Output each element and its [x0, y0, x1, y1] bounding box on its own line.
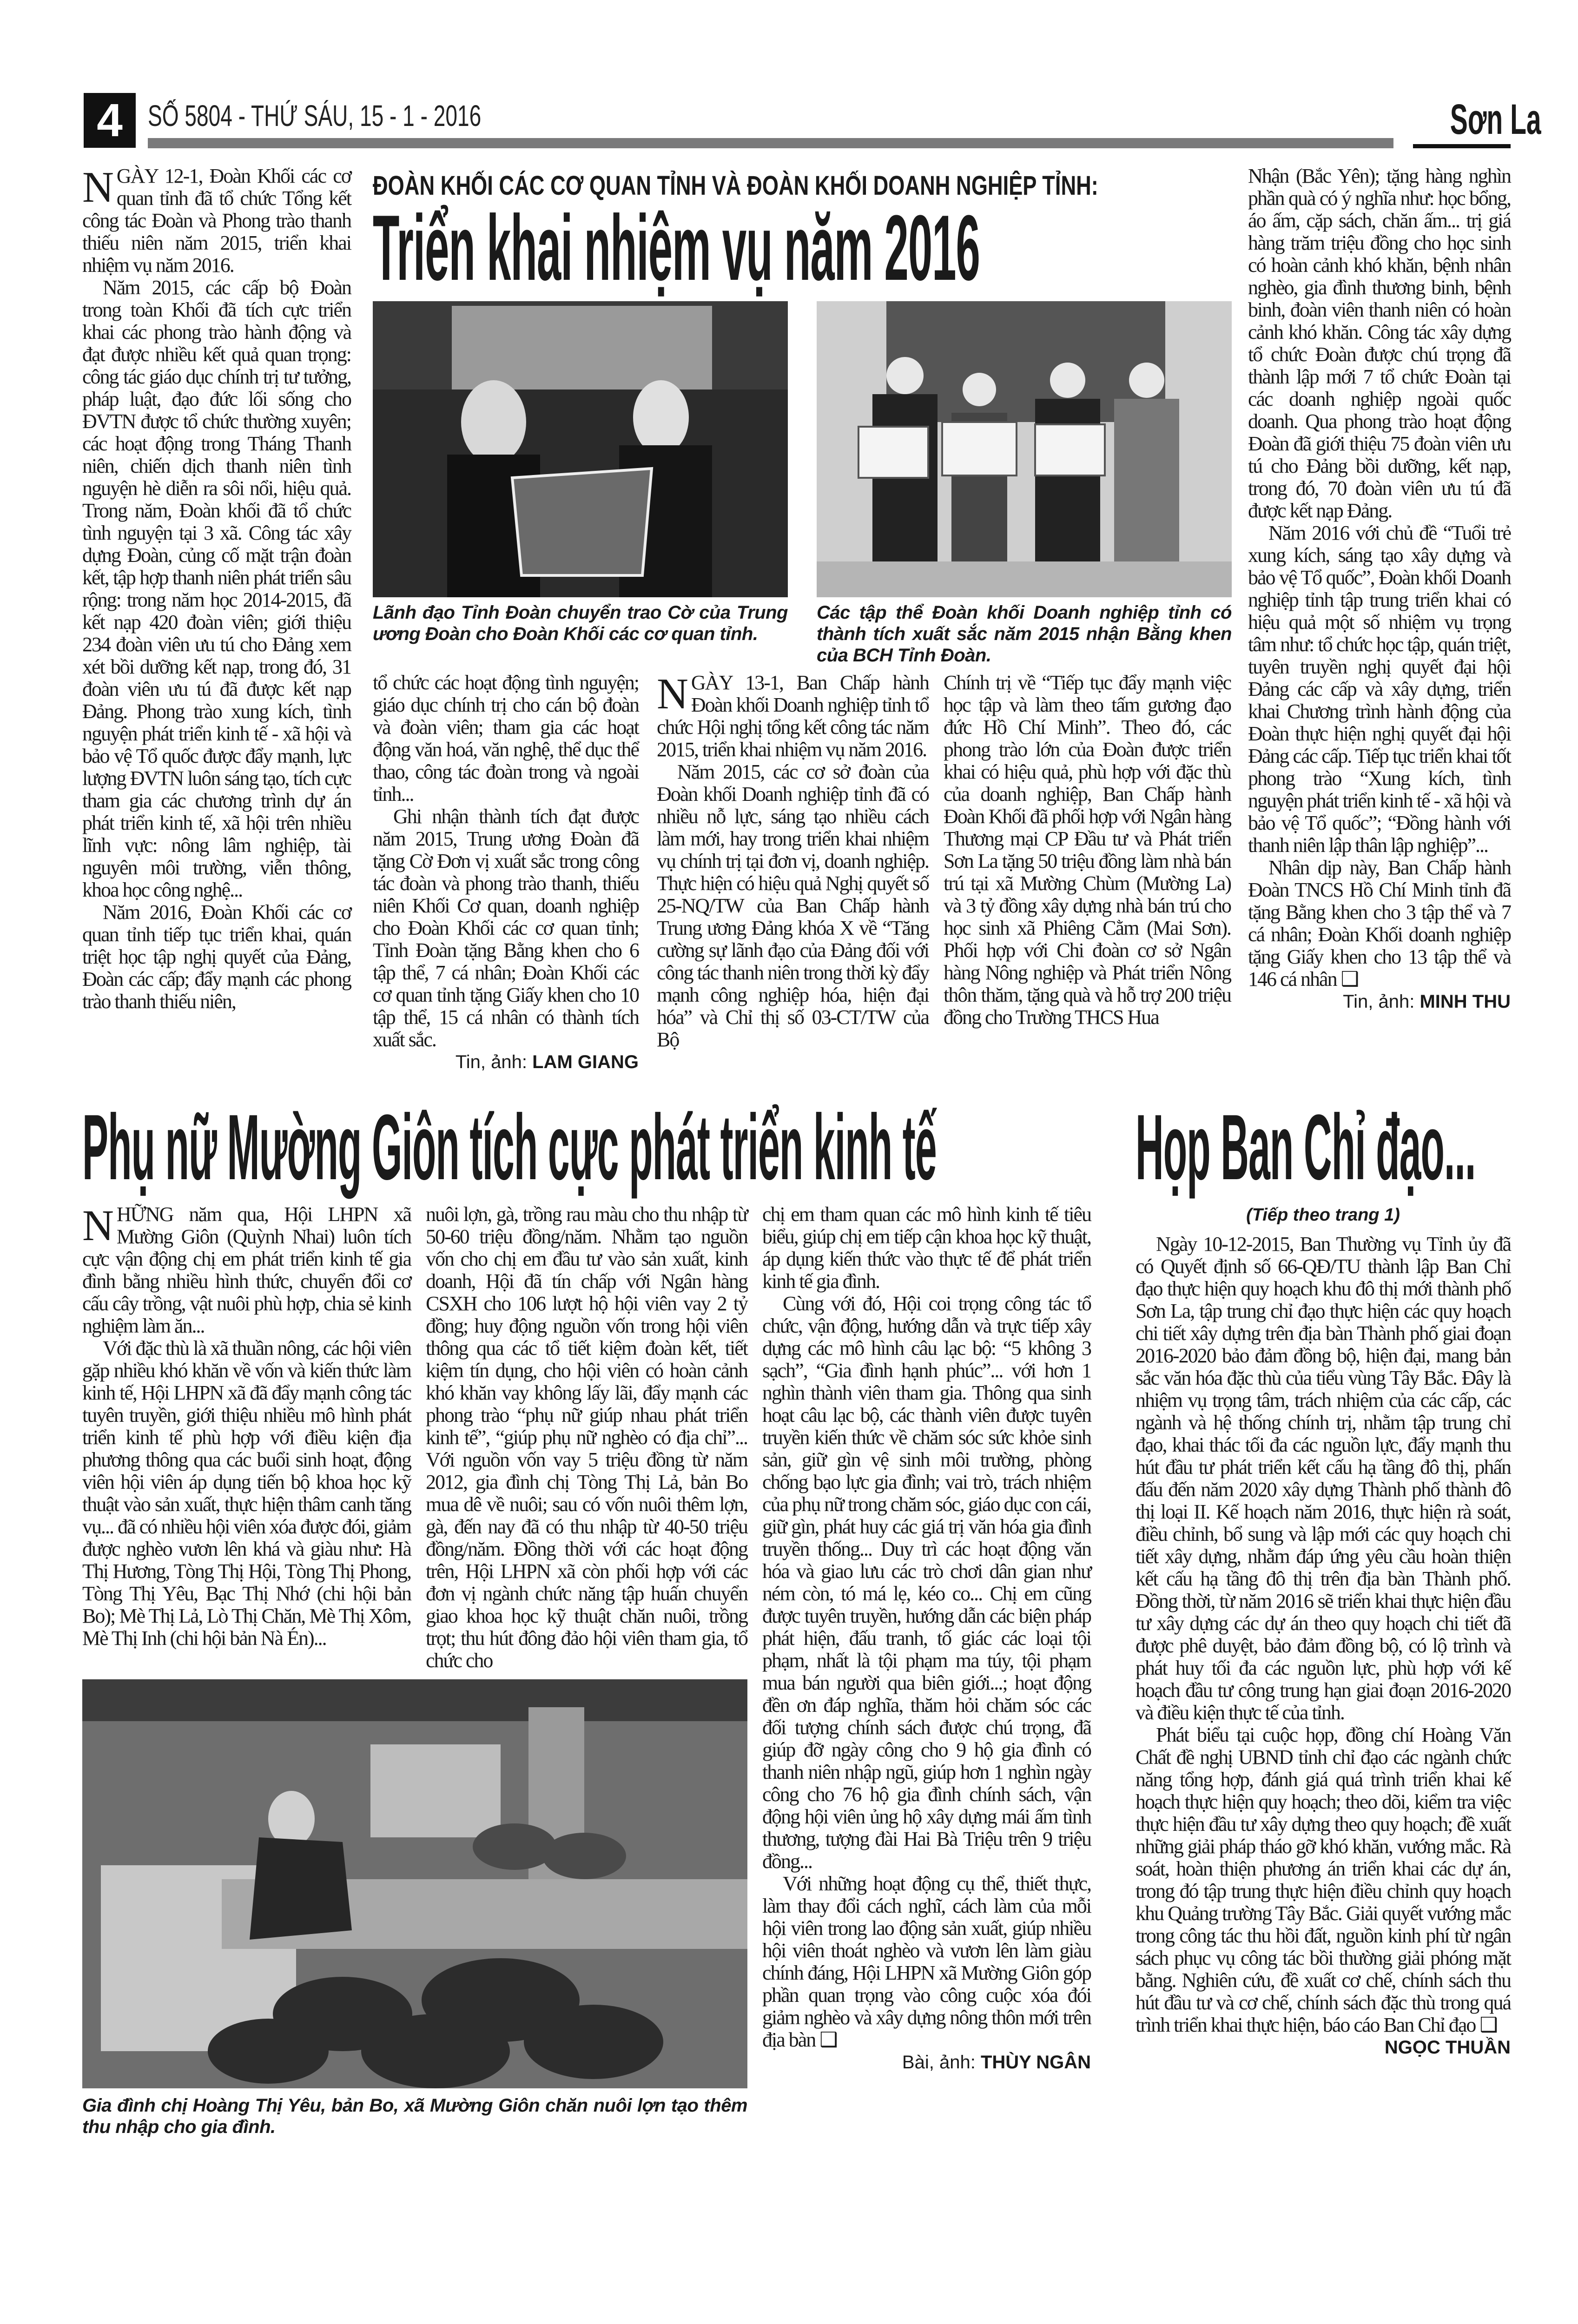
story2-column-1	[657, 672, 929, 1051]
photo-row	[373, 301, 1232, 597]
paragraph: tổ chức các hoạt động tình nguyện; giáo dục chính trị cho cán bộ đoàn và đoàn viên; tham gia các hoạt động văn hoá, văn nghệ, thể dục thể thao, công tác đoàn trong và ngoài tỉnh...	[373, 671, 639, 805]
credit-author: MINH THU	[1420, 991, 1511, 1012]
paragraph: Năm 2016, Đoàn Khối các cơ quan tỉnh tiếp tục triển khai, quán triệt học tập nghị quyết của Đảng, Đoàn các cấp; đẩy mạnh các phong trào thanh thiếu niên,	[82, 901, 351, 1013]
article1-text-row	[373, 672, 1232, 1073]
page-number: 4	[84, 93, 136, 148]
paragraph: Nhân dịp này, Ban Chấp hành Đoàn TNCS Hồ Chí Minh tỉnh đã tặng Bằng khen cho 3 tập thể và 7 cá nhân; Đoàn Khối doanh nghiệp tặng Giấy khen cho 13 tập thể và 146 cá nhân ❑	[1248, 856, 1511, 990]
credit-label: Tin, ảnh:	[455, 1052, 527, 1072]
story2-column-2	[944, 672, 1231, 1029]
story1-column-1	[82, 165, 351, 1013]
article1-headline: Triển khai nhiệm vụ năm 2016	[373, 196, 980, 300]
caption-row	[373, 602, 1232, 666]
paragraph: Với những hoạt động cụ thể, thiết thực, làm thay đổi cách nghĩ, cách làm của mỗi hội viên trong lao động sản xuất, giúp nhiều hội viên thoát nghèo và vươn lên làm giàu chính đáng, Hội LHPN xã Mường Giôn góp phần quan trọng vào công cuộc xóa đói giảm nghèo và xây dựng nông thôn mới trên địa bàn ❑	[762, 1872, 1091, 2051]
credit-author: THÙY NGÂN	[980, 2052, 1091, 2073]
paragraph: Chính trị về “Tiếp tục đẩy mạnh việc học tập và làm theo tấm gương đạo đức Hồ Chí Minh”. Theo đó, các phong trào lớn của Đoàn được triển khai có hiệu quả, phù hợp với đặc thù của doanh nghiệp, Ban Chấp hành Đoàn Khối đã phối hợp với Ngân hàng Thương mại CP Đầu tư và Phát triển Sơn La tặng 50 triệu đồng làm nhà bán trú tại xã Mường Chùm (Mường La) và 3 tỷ đồng xây dựng nhà bán trú cho học sinh xã Phiêng Cằm (Mai Sơn). Phối hợp với Chi đoàn cơ sở Ngân hàng Nông nghiệp và Phát triển Nông thôn thăm, tặng quà và hỗ trợ 200 triệu đồng cho Trường THCS Hua	[944, 671, 1231, 1029]
paragraph: chị em tham quan các mô hình kinh tế tiêu biểu, giúp chị em tiếp cận khoa học kỹ thuật, áp dụng kiến thức vào thực tế để phát triển kinh tế gia đình.	[762, 1203, 1091, 1293]
paragraph: Ngày 10-12-2015, Ban Thường vụ Tỉnh ủy đã có Quyết định số 66-QĐ/TU thành lập Ban Chỉ đạo thực hiện quy hoạch khu đô thị mới thành phố Sơn La, tập trung chỉ đạo thực hiện các quy hoạch chi tiết xây dựng trên địa bàn Thành phố giai đoạn 2016-2020 bảo đảm đồng bộ, hiện đại, mang bản sắc văn hóa đặc thù của tiểu vùng Tây Bắc. Đây là nhiệm vụ trọng tâm, trách nhiệm của các cấp, các ngành và hệ thống chính trị, nhằm tập trung chỉ đạo, khai thác tối đa các nguồn lực, đẩy mạnh thu hút đầu tư phát triển kết cấu hạ tầng đô thị, phấn đấu đến năm 2020 xây dựng Thành phố thành đô thị loại II. Kế hoạch năm 2016, thực hiện rà soát, điều chỉnh, bổ sung và lập mới các quy hoạch chi tiết xây dựng, nhằm đáp ứng yêu cầu hoàn thiện kết cấu hạ tầng đô thị trên địa bàn Thành phố. Đồng thời, từ năm 2016 sẽ triển khai thực hiện đầu tư xây dựng các dự án theo quy hoạch chi tiết đã được phê duyệt, bảo đảm đồng bộ, có lộ trình và phát huy tối đa các nguồn lực, phù hợp với kế hoạch đầu tư công trung hạn giai đoạn 2016-2020 và điều kiện thực tế của tỉnh.	[1136, 1233, 1511, 1724]
paragraph: nuôi lợn, gà, trồng rau màu cho thu nhập từ 50-60 triệu đồng/năm. Nhằm tạo nguồn vốn cho chị em đầu tư vào sản xuất, kinh doanh, Hội đã tín chấp với Ngân hàng CSXH cho 106 lượt hộ hội viên vay 2 tỷ đồng; huy động nguồn vốn trong hội viên thông qua các tổ tiết kiệm đoàn kết, tiết kiệm tín dụng, cho hội viên có hoàn cảnh khó khăn vay không lấy lãi, đẩy mạnh các phong trào “phụ nữ giúp nhau phát triển kinh tế”, “giúp phụ nữ nghèo có địa chỉ”... Với nguồn vốn vay 5 triệu đồng từ năm 2012, gia đình chị Tòng Thị Lả, bản Bo mua dê về nuôi; sau có vốn nuôi thêm lợn, gà, đến nay đã có thu nhập từ 40-50 triệu đồng/năm. Đồng thời với các hoạt động trên, Hội LHPN xã còn phối hợp với các đơn vị ngành chức năng tập huấn chuyển giao khoa học kỹ thuật chăn nuôi, trồng trọt; thu hút đông đảo hội viên tham gia, tổ chức cho	[426, 1203, 747, 1672]
headline-row	[82, 1096, 1511, 1199]
credit-author: NGỌC THUẦN	[1384, 2037, 1511, 2058]
article3-column	[1136, 1233, 1511, 2059]
photo-award-recipients	[817, 301, 1232, 597]
issue-date: SỐ 5804 - THỨ SÁU, 15 - 1 - 2016	[148, 99, 482, 132]
article1	[82, 165, 1511, 1073]
story1-credit	[373, 1051, 639, 1073]
article2-column-3	[762, 1203, 1091, 2073]
article1-center	[373, 165, 1232, 1073]
article2-top-columns	[82, 1203, 747, 1672]
continued-from-note: (Tiếp theo trang 1)	[1246, 1205, 1400, 1225]
paragraph: GÀY 12-1, Đoàn Khối các cơ quan tỉnh đã tổ chức Tổng kết công tác Đoàn và Phong trào thanh thiếu niên năm 2015, triển khai nhiệm vụ năm 2016.	[82, 165, 351, 277]
article2-headline-wrap	[82, 1096, 1136, 1199]
paragraph: HỮNG năm qua, Hội LHPN xã Mường Giôn (Quỳnh Nhai) luôn tích cực vận động chị em phát triển kinh tế gia đình bằng nhiều hình thức, chuyển đổi cơ cấu cây trồng, vật nuôi phù hợp, chia sẻ kinh nghiệm làm ăn...	[82, 1203, 411, 1337]
photo1-caption: Lãnh đạo Tỉnh Đoàn chuyển trao Cờ của Trung ương Đoàn cho Đoàn Khối các cơ quan tỉnh.	[373, 602, 788, 644]
bottom-row	[82, 1203, 1511, 2138]
photo2-caption: Các tập thể Đoàn khối Doanh nghiệp tỉnh có thành tích xuất sắc năm 2015 nhận Bằng khen của BCH Tỉnh Đoàn.	[817, 602, 1232, 666]
article3-headline-wrap	[1136, 1096, 1511, 1199]
article2-column-2	[426, 1203, 747, 1672]
story1-column-2	[373, 672, 639, 1073]
article3-block	[1136, 1203, 1511, 2059]
article2-left-block	[82, 1203, 747, 2138]
drop-cap: N	[657, 670, 688, 718]
paragraph: Năm 2015, các cơ sở đoàn của Đoàn khối Doanh nghiệp tỉnh đã có nhiều nỗ lực, sáng tạo nhiều cách làm mới, hay trong triển khai nhiệm vụ chính trị tại đơn vị, doanh nghiệp. Thực hiện có hiệu quả Nghị quyết số 25-NQ/TW của Ban Chấp hành Trung ương Đảng khóa X về “Tăng cường sự lãnh đạo của Đảng đối với công tác thanh niên trong thời kỳ đẩy mạnh công nghiệp hóa, hiện đại hóa” và Chỉ thị số 03-CT/TW của Bộ	[657, 760, 929, 1051]
story2-column-3	[1248, 165, 1511, 1013]
article2-column-1	[82, 1203, 411, 1650]
paragraph: Năm 2016 với chủ đề “Tuổi trẻ xung kích, sáng tạo xây dựng và bảo vệ Tổ quốc”, Đoàn khối Doanh nghiệp tỉnh tập trung triển khai có hiệu quả một số nhiệm vụ trọng tâm như: tổ chức học tập, quán triệt, tuyên truyền nghị quyết đại hội Đảng các cấp và xây dựng, triển khai Chương trình hành động của Đoàn thực hiện nghị quyết đại hội Đảng các cấp. Tiếp tục triển khai tốt phong trào “Xung kích, tình nguyện phát triển kinh tế - xã hội và bảo vệ Tổ quốc”; “Đồng hành với thanh niên lập thân lập nghiệp”...	[1248, 522, 1511, 857]
photo-pig-farming	[82, 1679, 747, 2088]
photo-flag-handover	[373, 301, 788, 597]
article2-credit	[762, 2051, 1091, 2073]
drop-cap: N	[82, 163, 114, 211]
article1-kicker: ĐOÀN KHỐI CÁC CƠ QUAN TỈNH VÀ ĐOÀN KHỐI DOANH NGHIỆP TỈNH:	[373, 171, 1098, 201]
header-rule	[148, 138, 1393, 148]
paragraph: Nhận (Bắc Yên); tặng hàng nghìn phần quà có ý nghĩa như: học bổng, áo ấm, cặp sách, chăn ấm... trị giá hàng trăm triệu đồng cho học sinh có hoàn cảnh khó khăn, bệnh nhân nghèo, gia đình thương binh, bệnh binh, đoàn viên thanh niên có hoàn cảnh khó khăn. Công tác xây dựng tổ chức Đoàn được chú trọng đã thành lập mới 7 tổ chức Đoàn tại các doanh nghiệp ngoài quốc doanh. Qua phong trào hoạt động Đoàn đã giới thiệu 75 đoàn viên ưu tú cho Đảng bồi dưỡng, kết nạp, trong đó, 70 đoàn viên ưu tú đã được kết nạp Đảng.	[1248, 165, 1511, 522]
paragraph: Năm 2015, các cấp bộ Đoàn trong toàn Khối đã tích cực triển khai các phong trào hành động và đạt được nhiều kết quả quan trọng: công tác giáo dục chính trị tư tưởng, pháp luật, đạo đức lối sống cho ĐVTN được tổ chức thường xuyên; các hoạt động trong Tháng Thanh niên, chiến dịch thanh niên tình nguyện hè diễn ra sôi nổi, hiệu quả. Trong năm, Đoàn khối đã tổ chức tình nguyện tại 3 xã. Công tác xây dựng Đoàn, củng cố mặt trận đoàn kết, tập hợp thanh niên phát triển sâu rộng: trong năm học 2014-2015, đã kết nạp 420 đoàn viên; giới thiệu 234 đoàn viên ưu tú cho Đảng xem xét bồi dưỡng kết nạp, trong đó, 31 đoàn viên ưu tú đã được kết nạp Đảng. Phong trào xung kích, tình nguyện phát triển kinh tế - xã hội và bảo vệ Tổ quốc được đẩy mạnh, lực lượng ĐVTN luôn sáng tạo, tích cực tham gia các chương trình dự án phát triển kinh tế, xã hội trên nhiều lĩnh vực: nông lâm nghiệp, tài nguyên môi trường, viễn thông, khoa học công nghệ...	[82, 276, 351, 901]
credit-label: Bài, ảnh:	[902, 2052, 976, 2073]
credit-author: LAM GIANG	[532, 1052, 639, 1072]
section-underline	[1413, 144, 1511, 148]
paragraph: Cùng với đó, Hội coi trọng công tác tổ chức, vận động, hướng dẫn và trực tiếp xây dựng các mô hình câu lạc bộ: “5 không 3 sạch”, “Gia đình hạnh phúc”... với hơn 1 nghìn thành viên tham gia. Thông qua sinh hoạt câu lạc bộ, các thành viên được tuyên truyền kiến thức về chăm sóc sức khỏe sinh sản, giữ gìn vệ sinh môi trường, phòng chống bạo lực gia đình; vai trò, trách nhiệm của phụ nữ trong chăm sóc, giáo dục con cái, giữ gìn, phát huy các giá trị văn hóa gia đình truyền thống... Duy trì các hoạt động văn hóa và giao lưu các trò chơi dân gian như ném còn, tó má lẹ, kéo co... Chị em cũng được tuyên truyền, hướng dẫn các biện pháp phát hiện, đấu tranh, tố giác các loại tội phạm, nhất là tội phạm ma túy, tội phạm mua bán người qua biên giới...; hoạt động đền ơn đáp nghĩa, thăm hỏi chăm sóc các đối tượng chính sách được chú trọng, đã giúp đỡ ngày công cho 9 hộ gia đình có thanh niên nhập ngũ, giúp hơn 1 nghìn ngày công cho 76 hộ gia đình chính sách, vận động hội viên ủng hộ xây dựng mái ấm tình thương, tượng đài Hai Bà Triệu trên 9 triệu đồng...	[762, 1292, 1091, 1873]
article3-headline: Họp Ban Chỉ đạo...	[1136, 1096, 1476, 1199]
paragraph: Với đặc thù là xã thuần nông, các hội viên gặp nhiều khó khăn về vốn và kiến thức làm kinh tế, Hội LHPN xã đã đẩy mạnh công tác tuyên truyền, giới thiệu nhiều mô hình phát triển kinh tế phù hợp với điều kiện địa phương thông qua các buổi sinh hoạt, động viên hội viên áp dụng tiến bộ khoa học kỹ thuật vào sản xuất, thực hiện thâm canh tăng vụ... đã có nhiều hội viên xóa được đói, giảm được nghèo vươn lên khá và giàu như: Hà Thị Hương, Tòng Thị Hội, Tòng Thị Phong, Tòng Thị Yêu, Bạc Thị Nhớ (chi hội bản Bo); Mè Thị Lả, Lò Thị Chăn, Mè Thị Xôm, Mè Thị Inh (chi hội bản Nà Én)...	[82, 1337, 411, 1650]
paragraph: Phát biểu tại cuộc họp, đồng chí Hoàng Văn Chất đề nghị UBND tỉnh chỉ đạo các ngành chức năng tổng hợp, đánh giá quá trình triển khai kế hoạch thực hiện quy hoạch; theo dõi, kiểm tra việc thực hiện đầu tư xây dựng theo quy hoạch; đề xuất những giải pháp tháo gỡ khó khăn, vướng mắc. Rà soát, hoàn thiện phương án triển khai các dự án, trong đó tập trung thực hiện điều chỉnh quy hoạch khu Quảng trường Tây Bắc. Giải quyết vướng mắc trong công tác thu hồi đất, nguồn kinh phí từ ngân sách phục vụ công tác bồi thường giải phóng mặt bằng. Nghiên cứu, đề xuất cơ chế, chính sách thu hút đầu tư và cơ chế, chính sách đặc thù trong quá trình triển khai thực hiện, báo cáo Ban Chỉ đạo ❑	[1136, 1723, 1511, 2036]
paragraph: Ghi nhận thành tích đạt được năm 2015, Trung ương Đoàn đã tặng Cờ Đơn vị xuất sắc trong công tác đoàn và phong trào thanh, thiếu niên Khối Cơ quan, doanh nghiệp cho Đoàn Khối các cơ quan tỉnh; Tỉnh Đoàn tặng Bằng khen cho 6 tập thể, 7 cá nhân; Đoàn Khối các cơ quan tỉnh tặng Giấy khen cho 10 tập thể, 15 cá nhân có thành tích xuất sắc.	[373, 805, 639, 1051]
drop-cap: N	[82, 1202, 114, 1250]
paragraph: GÀY 13-1, Ban Chấp hành Đoàn khối Doanh nghiệp tỉnh tổ chức Hội nghị tổng kết công tác năm 2015, triển khai nhiệm vụ năm 2016.	[657, 671, 929, 761]
section-name: Sơn La	[1450, 96, 1541, 143]
credit-label: Tin, ảnh:	[1343, 991, 1415, 1012]
story2-credit	[1248, 990, 1511, 1013]
photo3-caption: Gia đình chị Hoàng Thị Yêu, bản Bo, xã Mường Giôn chăn nuôi lợn tạo thêm thu nhập cho gia đình.	[82, 2095, 747, 2137]
article2-headline: Phụ nữ Mường Giôn tích cực phát triển kinh tế	[82, 1096, 937, 1199]
article3-credit	[1136, 2036, 1511, 2059]
